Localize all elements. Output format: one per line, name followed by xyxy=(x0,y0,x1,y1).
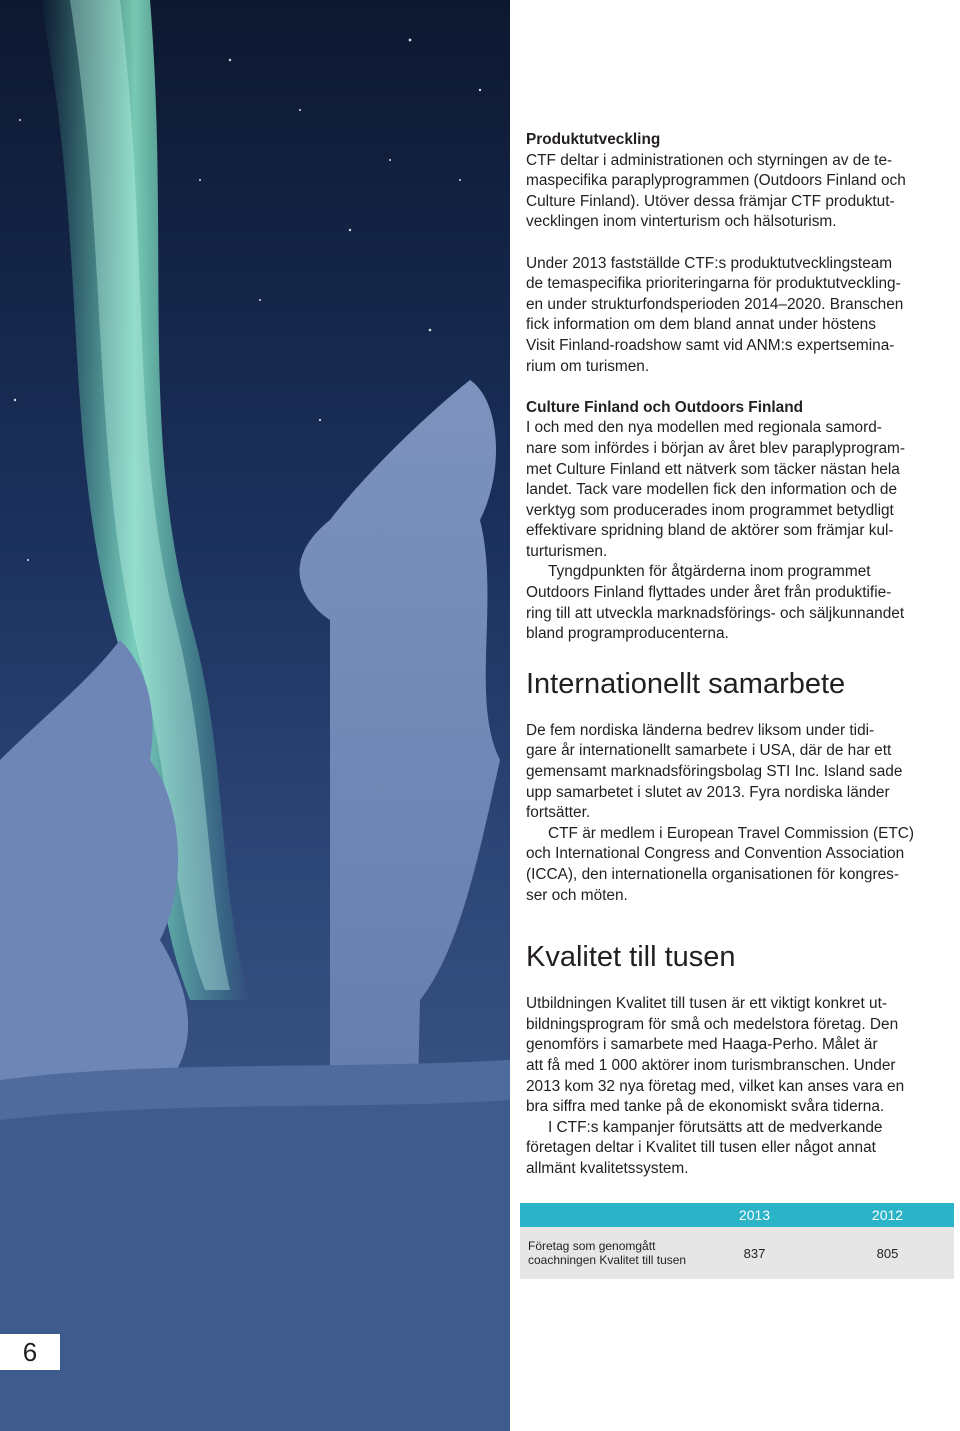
text-line: turturismen. xyxy=(526,542,608,560)
text-line: CTF är medlem i European Travel Commission (ETC) xyxy=(548,824,915,842)
text-line: och International Congress and Convention Association xyxy=(526,845,905,863)
paragraph xyxy=(526,254,950,378)
text-line: företagen deltar i Kvalitet till tusen eller något annat xyxy=(526,1139,876,1157)
text-line: bra siffra med tanke på de ekonomiskt svåra tiderna. xyxy=(526,1098,885,1116)
text-line: fortsätter. xyxy=(526,804,591,822)
text-line: en under strukturfondsperioden 2014–2020. Branschen xyxy=(526,295,904,313)
value-2012: 805 xyxy=(821,1227,954,1279)
text-line: 2013 kom 32 nya företag med, vilket kan anses vara en xyxy=(526,1077,905,1095)
value-2013: 837 xyxy=(688,1227,821,1279)
text-line: rium om turismen. xyxy=(526,357,650,375)
paragraph xyxy=(526,994,950,1118)
text-column xyxy=(526,130,950,1180)
text-line: ring till att utveckla marknadsförings- och säljkunnandet xyxy=(526,604,905,622)
text-line: I CTF:s kampanjer förutsätts att de medverkande xyxy=(548,1118,883,1136)
text-line: gemensamt marknadsföringsbolag STI Inc. Island sade xyxy=(526,763,903,781)
paragraph xyxy=(526,721,950,824)
paragraph xyxy=(526,1118,950,1180)
table-header-2012: 2012 xyxy=(821,1203,954,1227)
text-line: bland programproducenterna. xyxy=(526,625,729,643)
section-internationellt xyxy=(526,667,950,906)
text-line: maspecifika paraplyprogrammen (Outdoors Finland och xyxy=(526,172,906,190)
table-header-2013: 2013 xyxy=(688,1203,821,1227)
page-number: 6 xyxy=(0,1334,60,1370)
internationellt-title: Internationellt samarbete xyxy=(526,667,846,700)
text-line: genomförs i samarbete med Haaga-Perho. Målet är xyxy=(526,1036,878,1054)
text-line: Outdoors Finland flyttades under året från produktifie- xyxy=(526,584,892,602)
paragraph xyxy=(526,562,950,644)
section-produktutveckling xyxy=(526,130,950,377)
paragraph xyxy=(526,151,950,233)
text-line: bildningsprogram för små och medelstora företag. Den xyxy=(526,1015,899,1033)
text-line: ser och möten. xyxy=(526,886,628,904)
table-header-empty xyxy=(520,1203,688,1227)
text-line: CTF deltar i administrationen och styrningen av de te- xyxy=(526,151,893,169)
text-line: Under 2013 fastställde CTF:s produktutvecklingsteam xyxy=(526,254,893,272)
kvalitet-stats-table xyxy=(520,1203,954,1279)
table-row xyxy=(520,1227,954,1279)
culture-heading: Culture Finland och Outdoors Finland xyxy=(526,398,804,416)
text-line: fick information om dem bland annat under höstens xyxy=(526,316,876,334)
text-line: Visit Finland-roadshow samt vid ANM:s expertsemina- xyxy=(526,336,895,354)
text-line: effektivare spridning bland de aktörer som främjar kul- xyxy=(526,522,894,540)
text-line: vecklingen inom vinterturism och hälsoturism. xyxy=(526,213,837,231)
text-line: verktyg som producerades inom programmet betydligt xyxy=(526,501,894,519)
text-line: upp samarbetet i slutet av 2013. Fyra nordiska länder xyxy=(526,783,890,801)
text-line: nare som infördes i början av året blev paraplyprogram- xyxy=(526,439,905,457)
text-line: met Culture Finland ett nätverk som täcker nästan hela xyxy=(526,460,900,478)
text-line: gare år internationellt samarbete i USA, där de har ett xyxy=(526,742,892,760)
table-header-row xyxy=(520,1203,954,1227)
text-line: (ICCA), den internationella organisationen för kongres- xyxy=(526,866,899,883)
row-label: Företag som genomgått coachningen Kvalitet till tusen xyxy=(520,1227,688,1279)
text-line: I och med den nya modellen med regionala samord- xyxy=(526,419,882,437)
paragraph xyxy=(526,418,950,562)
section-kvalitet xyxy=(526,940,950,1179)
text-line: allmänt kvalitetssystem. xyxy=(526,1159,689,1177)
text-line: De fem nordiska länderna bedrev liksom under tidi- xyxy=(526,721,875,739)
paragraph xyxy=(526,824,950,906)
text-line: Culture Finland). Utöver dessa främjar CTF produktut- xyxy=(526,192,895,210)
kvalitet-title: Kvalitet till tusen xyxy=(526,941,736,974)
text-line: Utbildningen Kvalitet till tusen är ett viktigt konkret ut- xyxy=(526,995,887,1013)
text-line: Tyngdpunkten för åtgärderna inom programmet xyxy=(548,563,871,581)
text-line: landet. Tack vare modellen fick den information och de xyxy=(526,481,898,499)
text-line: att få med 1 000 aktörer inom turismbranschen. Under xyxy=(526,1056,896,1074)
section-culture-outdoors xyxy=(526,398,950,645)
produktutveckling-heading: Produktutveckling xyxy=(526,131,661,148)
text-line: de temaspecifika prioriteringarna för produktutveckling- xyxy=(526,275,901,293)
